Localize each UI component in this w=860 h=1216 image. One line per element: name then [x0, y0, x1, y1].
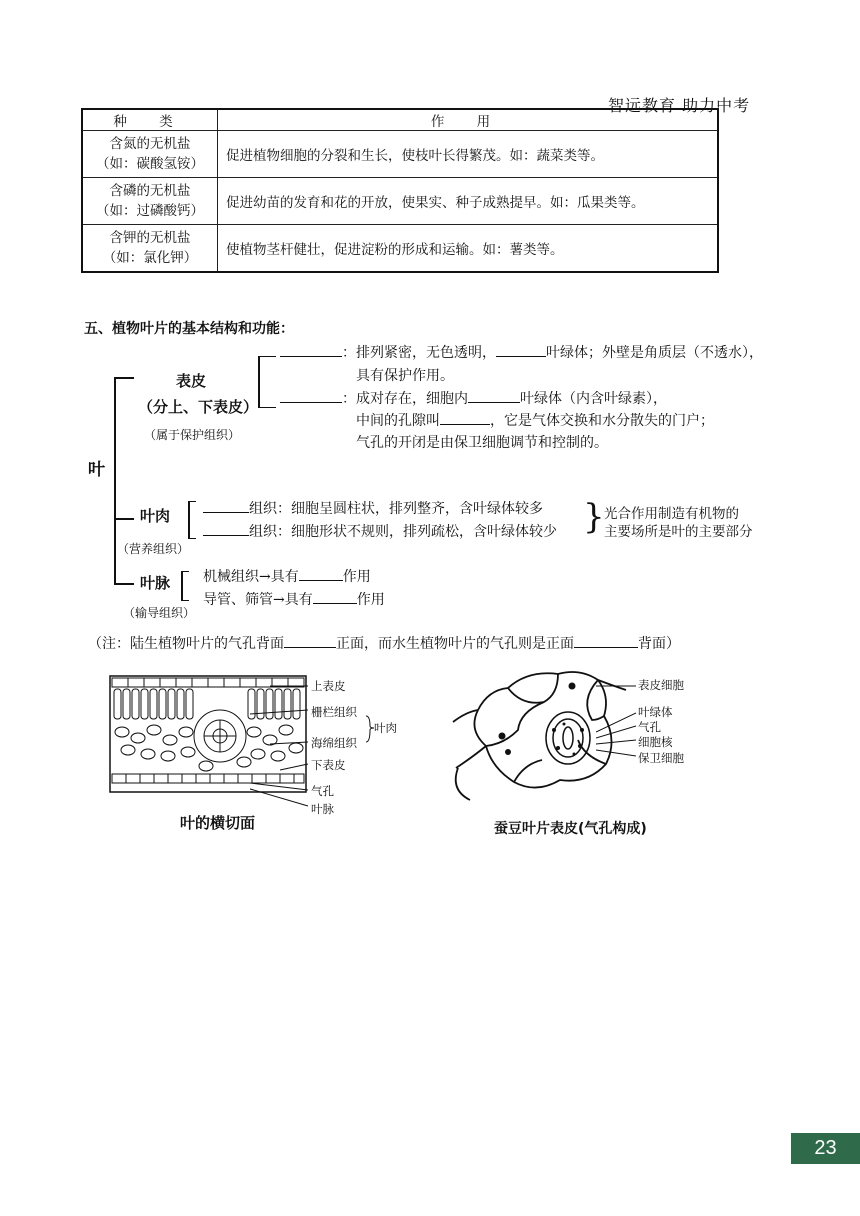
label-upper-epidermis: 上表皮 — [311, 679, 346, 693]
type-example: （如：碳酸氢铵） — [96, 156, 204, 172]
fill-blank[interactable] — [440, 410, 490, 425]
conducting-line — [203, 589, 385, 609]
text: 叶绿体（内含叶绿素）， — [520, 391, 667, 407]
bracket-tick — [258, 356, 276, 357]
page-number: 23 — [791, 1133, 860, 1164]
vein-label: 叶脉 — [140, 574, 171, 592]
mesophyll-function-1: 光合作用制造有机物的 — [604, 506, 739, 522]
bracket-tick — [114, 518, 134, 520]
bracket-tick — [114, 583, 134, 585]
fill-blank[interactable] — [280, 388, 342, 403]
epidermis-cell-line2: 具有保护作用。 — [356, 368, 454, 384]
fill-blank[interactable] — [299, 566, 343, 581]
label-palisade: 栅栏组织 — [311, 705, 357, 719]
text: 背面） — [638, 636, 680, 652]
type-name: 含氮的无机盐 — [109, 136, 191, 152]
table-row — [82, 178, 718, 225]
mesophyll-function-2: 主要场所是叶的主要部分 — [604, 524, 753, 540]
spongy-line — [203, 521, 557, 541]
label-epidermal-cell: 表皮细胞 — [638, 678, 684, 692]
text: 机械组织→具有 — [203, 569, 299, 585]
fill-blank[interactable] — [284, 633, 336, 648]
bracket-tick — [188, 501, 196, 502]
vein-bracket — [181, 571, 183, 601]
brand-header: 智远教育 助力中考 — [608, 96, 751, 115]
fill-blank[interactable] — [280, 342, 342, 357]
text: 组织：细胞呈圆柱状，排列整齐，含叶绿体较多 — [249, 501, 543, 517]
text: 作用 — [342, 569, 371, 585]
type-name: 含钾的无机盐 — [109, 230, 191, 246]
fill-blank[interactable] — [313, 589, 357, 604]
table-header-type: 种 类 — [82, 109, 218, 131]
label-mesophyll: 叶肉 — [374, 721, 397, 735]
palisade-line — [203, 498, 543, 518]
table-cell-effect: 促进植物细胞的分裂和生长，使枝叶长得繁茂。如：蔬菜类等。 — [218, 131, 719, 178]
guard-cell-line — [280, 388, 667, 408]
section-title: 五、植物叶片的基本结构和功能： — [84, 321, 294, 337]
fill-blank[interactable] — [468, 388, 520, 403]
label-guard-cell: 保卫细胞 — [638, 751, 684, 765]
fill-blank[interactable] — [203, 498, 249, 513]
fill-blank[interactable] — [496, 342, 546, 357]
right-brace: } — [583, 497, 605, 537]
mesophyll-label: 叶肉 — [140, 507, 171, 525]
text: （注：陆生植物叶片的气孔背面 — [88, 636, 284, 652]
stoma-control-line: 气孔的开闭是由保卫细胞调节和控制的。 — [356, 435, 608, 451]
label-nucleus: 细胞核 — [638, 735, 673, 749]
mechanical-line — [203, 566, 371, 586]
mesophyll-note: （营养组织） — [117, 542, 190, 556]
type-example: （如：过磷酸钙） — [96, 203, 204, 219]
label-stoma: 气孔 — [638, 720, 661, 734]
figure2-caption: 蚕豆叶片表皮(气孔构成) — [494, 821, 647, 837]
text: 叶绿体；外壁是角质层（不透水）， — [546, 345, 763, 361]
epidermis-note: （属于保护组织） — [144, 428, 241, 442]
vein-note: （输导组织） — [123, 606, 196, 620]
label-stoma: 气孔 — [311, 784, 334, 798]
label-vein: 叶脉 — [311, 802, 334, 816]
epidermis-sub: （分上、下表皮） — [138, 398, 259, 416]
label-lower-epidermis: 下表皮 — [311, 758, 346, 772]
table-cell-effect: 使植物茎杆健壮，促进淀粉的形成和运输。如：薯类等。 — [218, 225, 719, 273]
stoma-line — [356, 410, 714, 430]
text: 作用 — [356, 592, 385, 608]
epidermis-cell-line — [280, 342, 763, 362]
text: ：排列紧密，无色透明， — [342, 345, 496, 361]
table-row — [82, 131, 718, 178]
bracket-tick — [188, 538, 196, 539]
type-name: 含磷的无机盐 — [109, 183, 191, 199]
figure1-caption: 叶的横切面 — [180, 814, 256, 832]
guard-cells — [546, 712, 590, 764]
inorganic-salt-table — [81, 108, 719, 273]
text: 导管、筛管→具有 — [203, 592, 313, 608]
mesophyll-bracket — [188, 501, 190, 539]
text: ，它是气体交换和水分散失的门户； — [490, 413, 714, 429]
epidermis-label: 表皮 — [176, 372, 207, 390]
bracket-tick — [181, 571, 189, 572]
fill-blank[interactable] — [574, 633, 638, 648]
text: 中间的孔隙叫 — [356, 413, 440, 429]
main-bracket — [114, 377, 116, 585]
table-header-effect: 作 用 — [218, 109, 719, 131]
label-chloroplast: 叶绿体 — [638, 705, 673, 719]
table-cell-type — [82, 131, 218, 178]
table-cell-type — [82, 178, 218, 225]
label-spongy: 海绵组织 — [311, 736, 357, 750]
table-header-row — [82, 109, 718, 131]
bracket-tick — [181, 600, 189, 601]
epidermis-bracket — [258, 356, 260, 408]
table-cell-effect: 促进幼苗的发育和花的开放，使果实、种子成熟提早。如：瓜果类等。 — [218, 178, 719, 225]
stomata-note — [88, 633, 680, 653]
table-cell-type — [82, 225, 218, 273]
table-row — [82, 225, 718, 273]
text: 正面，而水生植物叶片的气孔则是正面 — [336, 636, 574, 652]
fill-blank[interactable] — [203, 521, 249, 536]
text: 组织：细胞形状不规则，排列疏松，含叶绿体较少 — [249, 524, 557, 540]
bracket-tick — [258, 407, 276, 408]
text: ：成对存在，细胞内 — [342, 391, 468, 407]
type-example: （如：氯化钾） — [102, 250, 198, 266]
leaf-label: 叶 — [88, 460, 105, 480]
bracket-tick — [114, 377, 134, 379]
